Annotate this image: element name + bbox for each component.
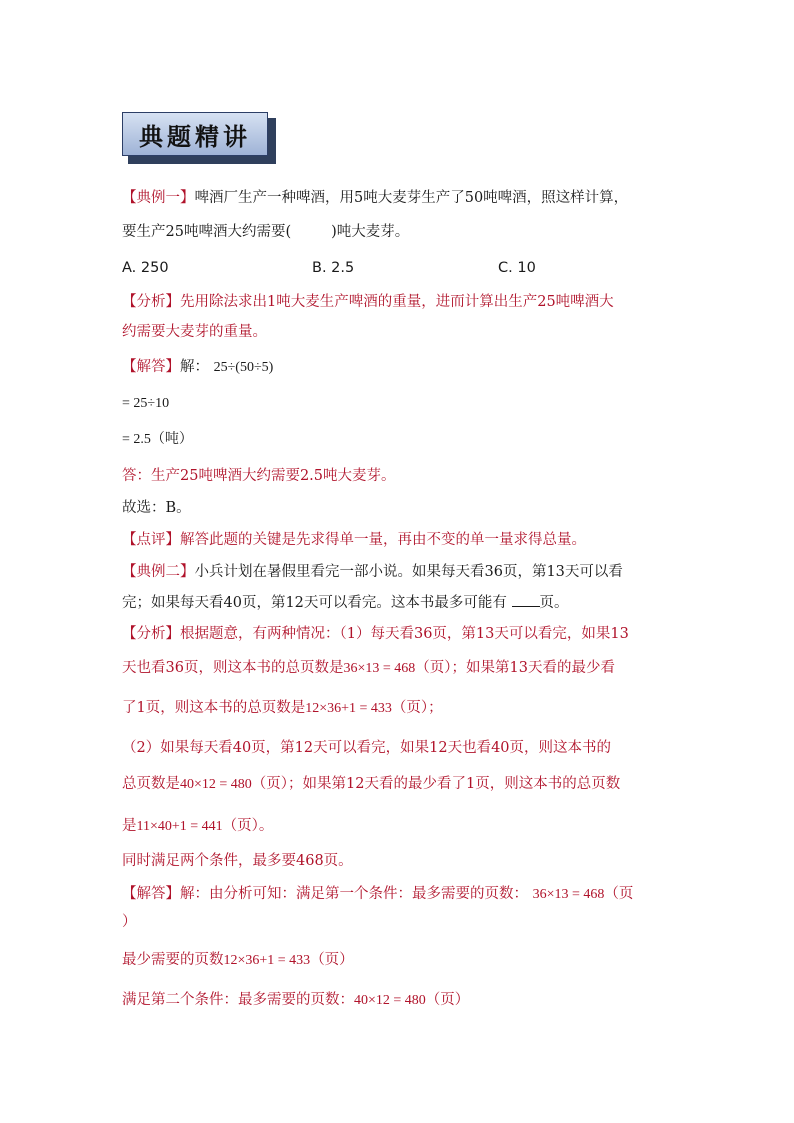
badge-title: 典题精讲 — [122, 112, 268, 156]
ex1-option-c: C. 10 — [498, 260, 536, 276]
ex2-analysis-line2 — [122, 658, 615, 679]
ex1-analysis-line2: 约需要大麦芽的重量。 — [122, 324, 267, 340]
ex1-analysis-tag: 【分析】 — [122, 294, 180, 310]
ex2-answer-line2 — [122, 950, 354, 971]
ex1-answer-lead: 解： — [180, 359, 209, 375]
ex1-text2b: )吨大麦芽。 — [331, 224, 410, 240]
ex2-question-line2 — [122, 592, 569, 613]
ex2-answer-line3 — [122, 990, 469, 1011]
ex2-a2a: 天也看36页，则这本书的总页数是 — [122, 660, 344, 676]
ex2-s3a: 满足第二个条件：最多需要的页数： — [122, 992, 354, 1008]
answer-blank — [512, 592, 540, 607]
ex2-s2a: 最少需要的页数 — [122, 952, 224, 968]
ex1-tag: 【典例一】 — [122, 190, 195, 206]
ex2-answer-line1 — [122, 884, 633, 905]
ex2-analysis-line6 — [122, 816, 273, 837]
ex2-text2b: 页。 — [539, 595, 569, 611]
ex2-analysis-line7: 同时满足两个条件，最多要468页。 — [122, 853, 353, 869]
ex2-analysis-text1: 根据题意，有两种情况：（1）每天看36页，第13天可以看完，如果13 — [180, 626, 629, 642]
ex1-analysis-line1 — [122, 292, 614, 312]
ex2-a6m: 11×40+1 = 441 — [136, 819, 223, 834]
ex1-step1: 25÷(50÷5) — [213, 360, 274, 375]
ex2-analysis-line4: （2）如果每天看40页，第12天可以看完，如果12天也看40页，则这本书的 — [122, 740, 612, 756]
ex2-answer-tag: 【解答】 — [122, 886, 180, 902]
ex2-a3b: （页）； — [391, 700, 443, 716]
ex1-question-line2 — [122, 222, 409, 242]
ex2-a3m: 12×36+1 = 433 — [305, 701, 392, 716]
ex1-conclusion: 答：生产25吨啤酒大约需要2.5吨大麦芽。 — [122, 468, 396, 484]
ex2-s1a: 解：由分析可知：满足第一个条件：最多需要的页数： — [180, 886, 528, 902]
ex2-text2a: 完；如果每天看40页，第12天可以看完。这本书最多可能有 — [122, 595, 507, 611]
ex2-analysis-tag: 【分析】 — [122, 626, 180, 642]
ex2-a2b: （页）；如果第13天看的最少看 — [415, 660, 615, 676]
ex2-analysis-line1 — [122, 624, 629, 644]
ex2-question-line1 — [122, 562, 623, 582]
ex2-a6b: （页）。 — [222, 818, 274, 834]
ex2-analysis-line3 — [122, 698, 443, 719]
ex2-a5m: 40×12 = 480 — [180, 777, 252, 792]
ex2-a3a: 了1页，则这本书的总页数是 — [122, 700, 306, 716]
ex1-option-b: B. 2.5 — [312, 260, 355, 276]
ex2-a5a: 总页数是 — [122, 776, 180, 792]
ex2-text1: 小兵计划在暑假里看完一部小说。如果每天看36页，第13天可以看 — [194, 564, 623, 580]
ex1-choose: 故选：B。 — [122, 500, 191, 516]
ex2-a6a: 是 — [122, 818, 137, 834]
ex1-comment-line — [122, 530, 586, 550]
ex2-a5b: （页）；如果第12天看的最少看了1页，则这本书的总页数 — [251, 776, 621, 792]
ex1-comment-tag: 【点评】 — [122, 532, 180, 548]
ex2-analysis-line5 — [122, 774, 620, 795]
ex1-text2a: 要生产25吨啤酒大约需要( — [122, 224, 292, 240]
ex2-tag: 【典例二】 — [122, 564, 195, 580]
section-badge — [122, 112, 278, 164]
ex1-answer-line — [122, 357, 273, 378]
ex1-text1: 啤酒厂生产一种啤酒，用5吨大麦芽生产了50吨啤酒，照这样计算， — [194, 190, 629, 206]
ex1-comment-text: 解答此题的关键是先求得单一量，再由不变的单一量求得总量。 — [180, 532, 586, 548]
ex2-s3m: 40×12 = 480 — [354, 993, 426, 1008]
ex2-s2b: （页） — [310, 952, 354, 968]
ex1-option-a: A. 250 — [122, 260, 169, 276]
ex1-analysis-text1: 先用除法求出1吨大麦生产啤酒的重量，进而计算出生产25吨啤酒大 — [180, 294, 614, 310]
ex1-step2: = 25÷10 — [122, 396, 170, 411]
ex1-step3: = 2.5（吨） — [122, 432, 193, 447]
ex2-a2m: 36×13 = 468 — [343, 661, 416, 676]
ex2-s2m: 12×36+1 = 433 — [223, 953, 311, 968]
ex2-s1m: 36×13 = 468 — [532, 887, 605, 902]
ex2-s1b: （页 — [604, 886, 634, 902]
ex1-question-line1 — [122, 188, 628, 208]
ex2-answer-line1-cont: ） — [122, 914, 137, 930]
ex1-answer-tag: 【解答】 — [122, 359, 180, 375]
ex2-s3b: （页） — [425, 992, 470, 1008]
